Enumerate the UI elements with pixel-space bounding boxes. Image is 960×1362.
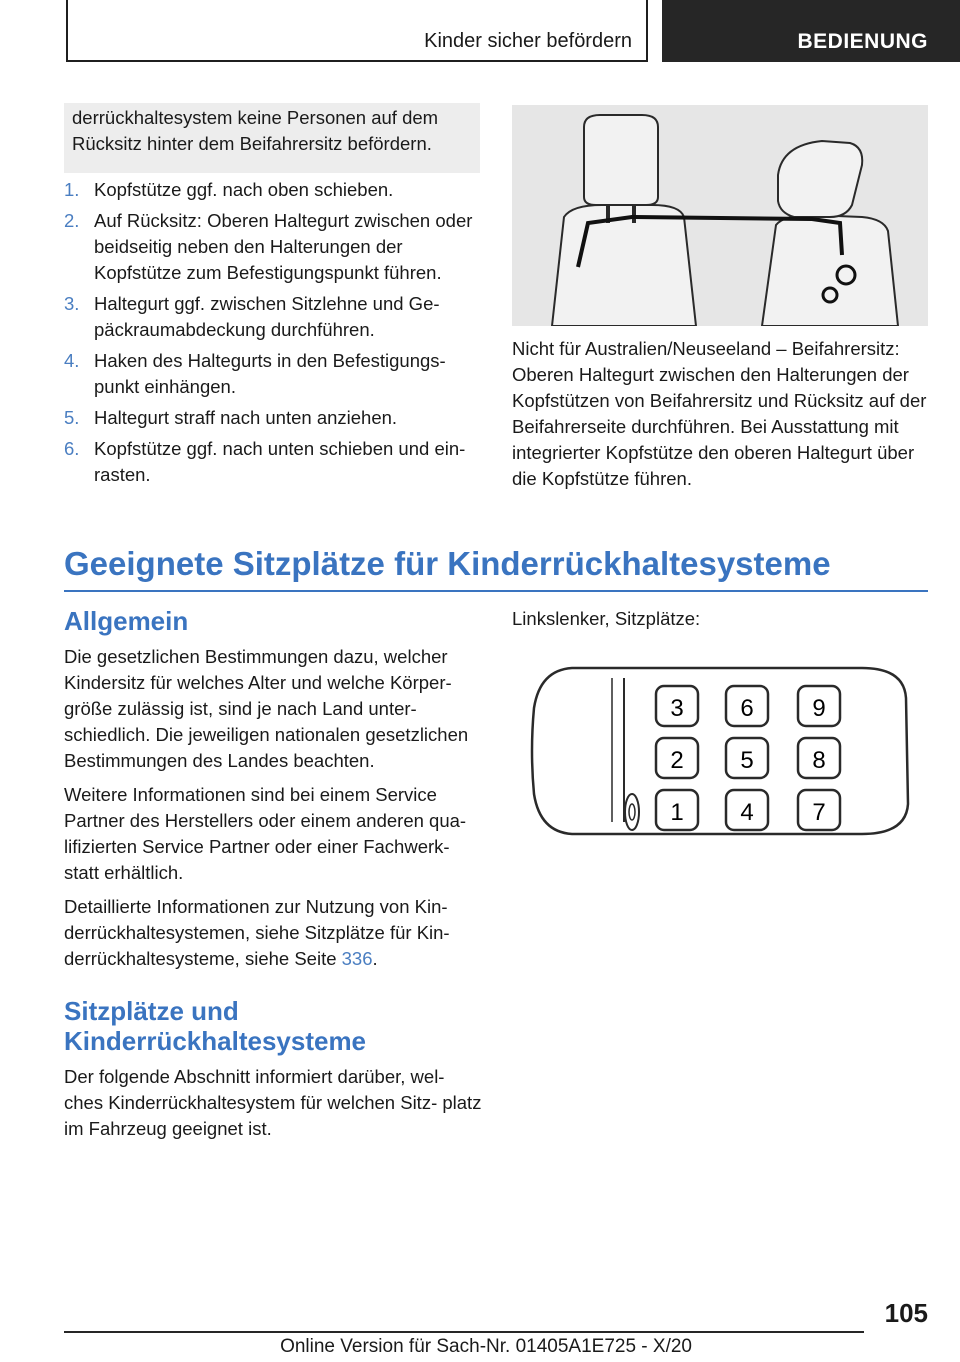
- step-number: 2.: [64, 210, 80, 231]
- seat-7: [798, 790, 840, 830]
- steps-list: [64, 177, 480, 493]
- step-item: [64, 177, 480, 203]
- seat-number: 9: [812, 695, 826, 722]
- step-number: 4.: [64, 350, 80, 371]
- section-heading-seats: Sitzplätze und Kinderrückhaltesysteme: [64, 996, 367, 1056]
- general-paragraph-3: [64, 894, 482, 972]
- figure-caption: Nicht für Australien/Neuseeland – Beifahrersitz: Oberen Haltegurt zwischen den Halterungen der Kopfstützen von Beifahrersitz und Rücksitz auf der Beifahrerseite durchführen. Bei Ausstattung mit integrierter Kopfstütze den oberen Haltegurt über die Kopfstütze führen.: [512, 338, 927, 489]
- seat-number: 5: [740, 747, 754, 774]
- seat-layout-diagram: [512, 654, 928, 854]
- seat-layout-label: Linkslenker, Sitzplätze:: [512, 608, 701, 629]
- headrest-left: [584, 115, 658, 205]
- header-chapter-title: BEDIENUNG: [797, 30, 928, 53]
- step-number: 6.: [64, 438, 80, 459]
- seats-paragraph-1: Der folgende Abschnitt informiert darüber, wel- ches Kinderrückhaltesystem für welchen Sitz- platz im Fahrzeug geeignet ist.: [64, 1066, 482, 1139]
- header-chapter-tab: [662, 0, 960, 62]
- general-paragraph-1: Die gesetzlichen Bestimmungen dazu, welcher Kindersitz für welches Alter und welche Körper- größe zulässig ist, sind je nach Land unter- schiedlich. Die jeweiligen nationalen gesetzlichen Bestimmungen des Landes beachten.: [64, 646, 469, 771]
- left-column: [64, 600, 482, 1142]
- seat-number: 8: [812, 747, 826, 774]
- main-heading: Geeignete Sitzplätze für Kinderrückhaltesysteme: [64, 545, 831, 582]
- seat-grid: [656, 686, 840, 830]
- seat-number: 3: [670, 695, 684, 722]
- general-paragraph-3-end: .: [372, 948, 378, 969]
- step-item: [64, 348, 480, 400]
- seat-3: [656, 686, 698, 726]
- steering-wheel-icon: [625, 794, 639, 830]
- step-text: Auf Rücksitz: Oberen Haltegurt zwischen oder beidseitig neben den Halterungen der Kopfstütze zum Befestigungspunkt führen.: [94, 210, 473, 283]
- seat-number: 4: [740, 799, 754, 826]
- page-reference-link[interactable]: 336: [341, 948, 373, 969]
- seat-5: [726, 738, 768, 778]
- step-number: 1.: [64, 179, 80, 200]
- seat-8: [798, 738, 840, 778]
- header-section-title: Kinder sicher befördern: [424, 30, 632, 52]
- seat-number: 1: [670, 799, 684, 826]
- seat-2: [656, 738, 698, 778]
- note-text: derrückhaltesystem keine Personen auf dem Rücksitz hinter dem Beifahrersitz befördern.: [72, 107, 439, 154]
- step-text: Haken des Haltegurts in den Befestigungs- punkt einhängen.: [94, 350, 446, 397]
- step-text: Haltegurt straff nach unten anziehen.: [94, 407, 398, 428]
- headrest-tether-figure: [512, 105, 928, 326]
- section-heading-general: Allgemein: [64, 606, 189, 636]
- headrest-tether-illustration: [512, 105, 928, 326]
- seat-6: [726, 686, 768, 726]
- step-item: [64, 405, 480, 431]
- seat-number: 6: [740, 695, 754, 722]
- note-box: [64, 103, 480, 173]
- step-number: 5.: [64, 407, 80, 428]
- step-text: Haltegurt ggf. zwischen Sitzlehne und Ge- päckraumabdeckung durchführen.: [94, 293, 440, 340]
- heading-rule: [64, 590, 928, 592]
- general-paragraph-3-text: Detaillierte Informationen zur Nutzung von Kin- derrückhaltesystemen, siehe Sitzplätze für Kin- derrückhaltesysteme, siehe Seite: [64, 896, 450, 969]
- backrest-right: [762, 215, 898, 326]
- page-number: 105: [884, 1298, 928, 1328]
- step-text: Kopfstütze ggf. nach oben schieben.: [94, 179, 394, 200]
- header-section-tab: [66, 0, 648, 62]
- footer-rule: [64, 1331, 864, 1333]
- seat-1: [656, 790, 698, 830]
- step-text: Kopfstütze ggf. nach unten schieben und ein- rasten.: [94, 438, 466, 485]
- seat-layout-figure: [512, 654, 928, 854]
- backrest-left: [552, 205, 696, 326]
- headrest-right: [778, 141, 862, 217]
- step-item: [64, 436, 480, 488]
- seat-number: 2: [670, 747, 684, 774]
- car-outline: [532, 668, 908, 834]
- seat-number: 7: [812, 799, 826, 826]
- step-item: [64, 208, 480, 286]
- general-paragraph-2: Weitere Informationen sind bei einem Service Partner des Herstellers oder einem anderen qua- lifizierten Service Partner oder einer Fachwerk- statt erhältlich.: [64, 784, 467, 883]
- seat-9: [798, 686, 840, 726]
- step-item: [64, 291, 480, 343]
- footer-text: Online Version für Sach-Nr. 01405A1E725 - X/20: [280, 1336, 692, 1357]
- step-number: 3.: [64, 293, 80, 314]
- seat-4: [726, 790, 768, 830]
